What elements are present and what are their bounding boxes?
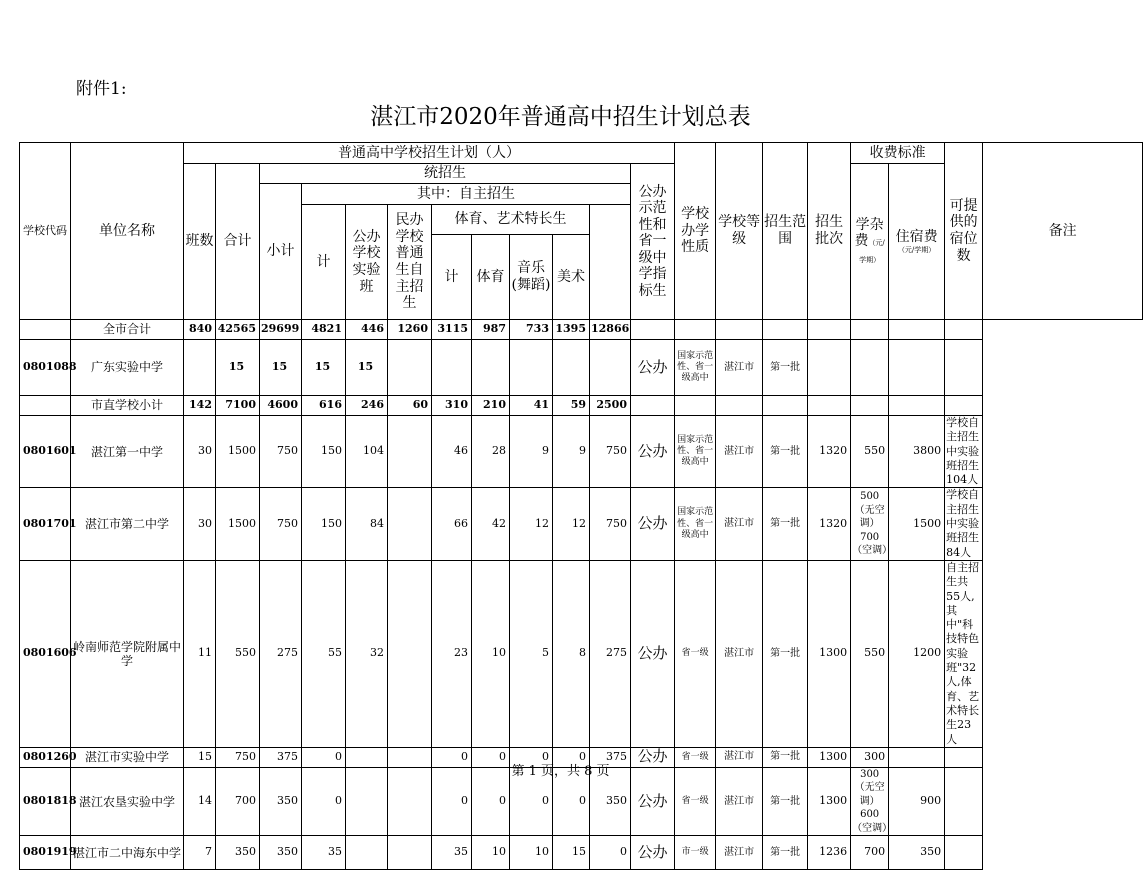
row-label: 全市合计 — [71, 320, 184, 340]
cell-dorm: 300（无空调）600（空调） — [852, 768, 893, 834]
cell-fine-arts: 0 — [553, 767, 590, 836]
header-school-code: 学校代码 — [20, 143, 71, 320]
table-row — [20, 488, 1143, 560]
cell-sa-count: 0 — [432, 767, 472, 836]
cell-nature: 公办 — [631, 560, 675, 747]
header-batch: 招生批次 — [808, 143, 851, 320]
cell-range: 湛江市 — [716, 340, 763, 396]
cell-quota: 2500 — [590, 396, 631, 416]
cell-sports: 0 — [472, 767, 510, 836]
cell-dorm: 700 — [851, 836, 889, 870]
cell-fine-arts: 8 — [553, 560, 590, 747]
cell-sports: 10 — [472, 560, 510, 747]
cell-tuition: 1300 — [808, 560, 851, 747]
cell-sports: 42 — [472, 488, 510, 560]
cell-public-exp: 15 — [346, 340, 388, 396]
cell-quota: 750 — [590, 416, 631, 488]
cell-count: 55 — [302, 560, 346, 747]
cell-nature: 公办 — [631, 340, 675, 396]
cell-range: 湛江市 — [716, 560, 763, 747]
cell-public-exp: 32 — [346, 560, 388, 747]
cell-code: 0801606 — [20, 560, 71, 747]
cell-quota: 750 — [590, 488, 631, 560]
cell-sa-count: 23 — [432, 560, 472, 747]
cell-subtotal: 750 — [260, 416, 302, 488]
header-public-exp: 公办学校实验班 — [346, 205, 388, 320]
header-nature: 学校办学性质 — [675, 143, 716, 320]
table-row — [20, 560, 1143, 747]
cell-fine-arts: 59 — [553, 396, 590, 416]
cell-sa-count: 46 — [432, 416, 472, 488]
cell-count: 15 — [302, 340, 346, 396]
cell-name: 湛江市二中海东中学 — [71, 836, 184, 870]
cell-name: 湛江市实验中学 — [71, 747, 184, 767]
cell-sports: 28 — [472, 416, 510, 488]
cell-batch: 第一批 — [763, 767, 808, 836]
cell-subtotal: 275 — [260, 560, 302, 747]
header-fee-group: 收费标准 — [851, 143, 945, 164]
cell-note: 学校自主招生中实验班招生104人 — [945, 416, 983, 488]
header-remarks: 备注 — [983, 143, 1143, 320]
cell-music: 0 — [510, 767, 553, 836]
cell-name: 岭南师范学院附属中学 — [71, 560, 184, 747]
cell-count: 0 — [302, 747, 346, 767]
cell-nature: 公办 — [631, 416, 675, 488]
cell-count: 150 — [302, 416, 346, 488]
cell-beds: 1200 — [889, 560, 945, 747]
table-row — [20, 416, 1143, 488]
cell-music: 5 — [510, 560, 553, 747]
cell-range: 湛江市 — [716, 767, 763, 836]
table-row — [20, 340, 1143, 396]
cell-music: 0 — [510, 747, 553, 767]
cell-quota: 12866 — [590, 320, 631, 340]
header-sports: 体育 — [472, 235, 510, 320]
cell-note: 学校自主招生中实验班招生84人 — [945, 488, 983, 560]
header-dorm — [889, 164, 945, 320]
header-unit-name: 单位名称 — [71, 143, 184, 320]
dorm-label: 住宿费 — [895, 229, 938, 246]
cell-grade: 国家示范性、省一级高中 — [675, 416, 716, 488]
cell-name: 湛江第一中学 — [71, 416, 184, 488]
cell-beds: 1500 — [889, 488, 945, 560]
table-row — [20, 396, 1143, 416]
header-fine-arts: 美术 — [553, 235, 590, 320]
cell-name: 湛江市第二中学 — [71, 488, 184, 560]
cell-tuition: 1300 — [808, 747, 851, 767]
header-sports-arts: 体育、艺术特长生 — [432, 205, 590, 235]
cell-quota: 350 — [590, 767, 631, 836]
cell-grade: 国家示范性、省一级高中 — [675, 340, 716, 396]
cell-range: 湛江市 — [716, 488, 763, 560]
cell-quota: 275 — [590, 560, 631, 747]
page-title: 湛江市2020年普通高中招生计划总表 — [370, 104, 751, 130]
cell-tuition: 1236 — [808, 836, 851, 870]
cell-classes: 30 — [184, 416, 216, 488]
cell-total: 1500 — [216, 416, 260, 488]
cell-subtotal: 750 — [260, 488, 302, 560]
cell-range: 湛江市 — [716, 416, 763, 488]
cell-quota: 375 — [590, 747, 631, 767]
cell-batch: 第一批 — [763, 340, 808, 396]
cell-total: 7100 — [216, 396, 260, 416]
cell-batch: 第一批 — [763, 416, 808, 488]
cell-grade: 市一级 — [675, 836, 716, 870]
row-label: 市直学校小计 — [71, 396, 184, 416]
cell-classes: 14 — [184, 767, 216, 836]
cell-classes: 30 — [184, 488, 216, 560]
cell-dorm: 550 — [851, 416, 889, 488]
cell-tuition: 1320 — [808, 488, 851, 560]
cell-public-exp: 246 — [346, 396, 388, 416]
cell-private-self: 1260 — [388, 320, 432, 340]
header-grade: 学校等级 — [716, 143, 763, 320]
cell-music: 9 — [510, 416, 553, 488]
cell-sports: 987 — [472, 320, 510, 340]
cell-nature: 公办 — [631, 488, 675, 560]
header-subtotal: 小计 — [260, 184, 302, 320]
cell-fine-arts: 0 — [553, 747, 590, 767]
cell-code: 0801601 — [20, 416, 71, 488]
cell-nature: 公办 — [631, 836, 675, 870]
cell-note: 自主招生共55人,其中"科技特色实验班"32人,体育、艺术特长生23人 — [945, 560, 983, 747]
cell-beds: 900 — [889, 767, 945, 836]
cell-beds: 3800 — [889, 416, 945, 488]
cell-classes: 7 — [184, 836, 216, 870]
cell-batch: 第一批 — [763, 560, 808, 747]
header-range: 招生范围 — [763, 143, 808, 320]
cell-sa-count: 66 — [432, 488, 472, 560]
cell-name: 湛江农垦实验中学 — [71, 767, 184, 836]
table-row — [20, 836, 1143, 870]
tuition-label: 学杂费 — [854, 216, 884, 250]
cell-name: 广东实验中学 — [71, 340, 184, 396]
cell-total: 750 — [216, 747, 260, 767]
cell-dorm: 500（无空调）700（空调） — [851, 488, 889, 560]
attachment-label: 附件1: — [76, 79, 127, 99]
header-quota: 公办示范性和省一级中学指标生 — [631, 164, 675, 320]
cell-music: 41 — [510, 396, 553, 416]
cell-fine-arts: 9 — [553, 416, 590, 488]
cell-count: 0 — [302, 767, 346, 836]
header-private-self: 民办学校普通生自主招生 — [388, 205, 432, 320]
cell-sa-count: 35 — [432, 836, 472, 870]
cell-sports: 0 — [472, 747, 510, 767]
page-footer: 第 1 页，共 8 页 — [511, 764, 610, 779]
header-classes: 班数 — [184, 164, 216, 320]
cell-sa-count: 310 — [432, 396, 472, 416]
cell-music: 733 — [510, 320, 553, 340]
cell-grade: 省一级 — [675, 560, 716, 747]
cell-range: 湛江市 — [716, 747, 763, 767]
cell-total: 15 — [216, 340, 260, 396]
cell-tuition: 1300 — [808, 767, 851, 836]
cell-total: 350 — [216, 836, 260, 870]
cell-subtotal: 350 — [260, 767, 302, 836]
cell-grade: 省一级 — [675, 767, 716, 836]
cell-public-exp: 446 — [346, 320, 388, 340]
cell-subtotal: 350 — [260, 836, 302, 870]
cell-count: 150 — [302, 488, 346, 560]
cell-fine-arts: 1395 — [553, 320, 590, 340]
cell-grade: 国家示范性、省一级高中 — [675, 488, 716, 560]
header-plan-group: 普通高中学校招生计划（人） — [184, 143, 675, 164]
cell-sports: 210 — [472, 396, 510, 416]
header-among: 其中：自主招生 — [302, 184, 631, 205]
cell-fine-arts: 12 — [553, 488, 590, 560]
cell-sports: 10 — [472, 836, 510, 870]
table-row — [20, 320, 1143, 340]
cell-batch: 第一批 — [763, 836, 808, 870]
cell-music: 10 — [510, 836, 553, 870]
cell-dorm: 550 — [851, 560, 889, 747]
cell-quota: 0 — [590, 836, 631, 870]
cell-public-exp: 84 — [346, 488, 388, 560]
cell-code: 0801818 — [20, 767, 71, 836]
cell-fine-arts: 15 — [553, 836, 590, 870]
tuition-unit: （元/学期） — [859, 239, 885, 264]
header-tuition — [851, 164, 889, 320]
cell-sa-count: 3115 — [432, 320, 472, 340]
cell-subtotal: 29699 — [260, 320, 302, 340]
cell-total: 700 — [216, 767, 260, 836]
cell-tuition: 1320 — [808, 416, 851, 488]
header-unified: 统招生 — [260, 164, 631, 184]
header-sa-count: 计 — [432, 235, 472, 320]
cell-classes: 840 — [184, 320, 216, 340]
cell-beds: 350 — [889, 836, 945, 870]
cell-nature: 公办 — [631, 747, 675, 767]
cell-music: 12 — [510, 488, 553, 560]
header-count: 计 — [302, 205, 346, 320]
header-beds: 可提供的宿位数 — [945, 143, 983, 320]
cell-code: 0801088 — [20, 340, 71, 396]
cell-range: 湛江市 — [716, 836, 763, 870]
cell-total: 1500 — [216, 488, 260, 560]
cell-code: 0801260 — [20, 747, 71, 767]
cell-total: 42565 — [216, 320, 260, 340]
cell-classes: 11 — [184, 560, 216, 747]
cell-subtotal: 15 — [260, 340, 302, 396]
cell-code: 0801701 — [20, 488, 71, 560]
cell-sa-count: 0 — [432, 747, 472, 767]
cell-subtotal: 375 — [260, 747, 302, 767]
dorm-unit: （元/学期） — [897, 245, 936, 254]
cell-classes: 142 — [184, 396, 216, 416]
cell-batch: 第一批 — [763, 488, 808, 560]
cell-total: 550 — [216, 560, 260, 747]
cell-count: 616 — [302, 396, 346, 416]
cell-subtotal: 4600 — [260, 396, 302, 416]
cell-count: 4821 — [302, 320, 346, 340]
cell-public-exp: 104 — [346, 416, 388, 488]
cell-classes: 15 — [184, 747, 216, 767]
header-music: 音乐(舞蹈) — [510, 235, 553, 320]
cell-nature: 公办 — [631, 767, 675, 836]
cell-grade: 省一级 — [675, 747, 716, 767]
cell-batch: 第一批 — [763, 747, 808, 767]
cell-count: 35 — [302, 836, 346, 870]
cell-dorm: 300 — [851, 747, 889, 767]
cell-private-self: 60 — [388, 396, 432, 416]
header-total: 合计 — [216, 164, 260, 320]
cell-code: 0801919 — [20, 836, 71, 870]
